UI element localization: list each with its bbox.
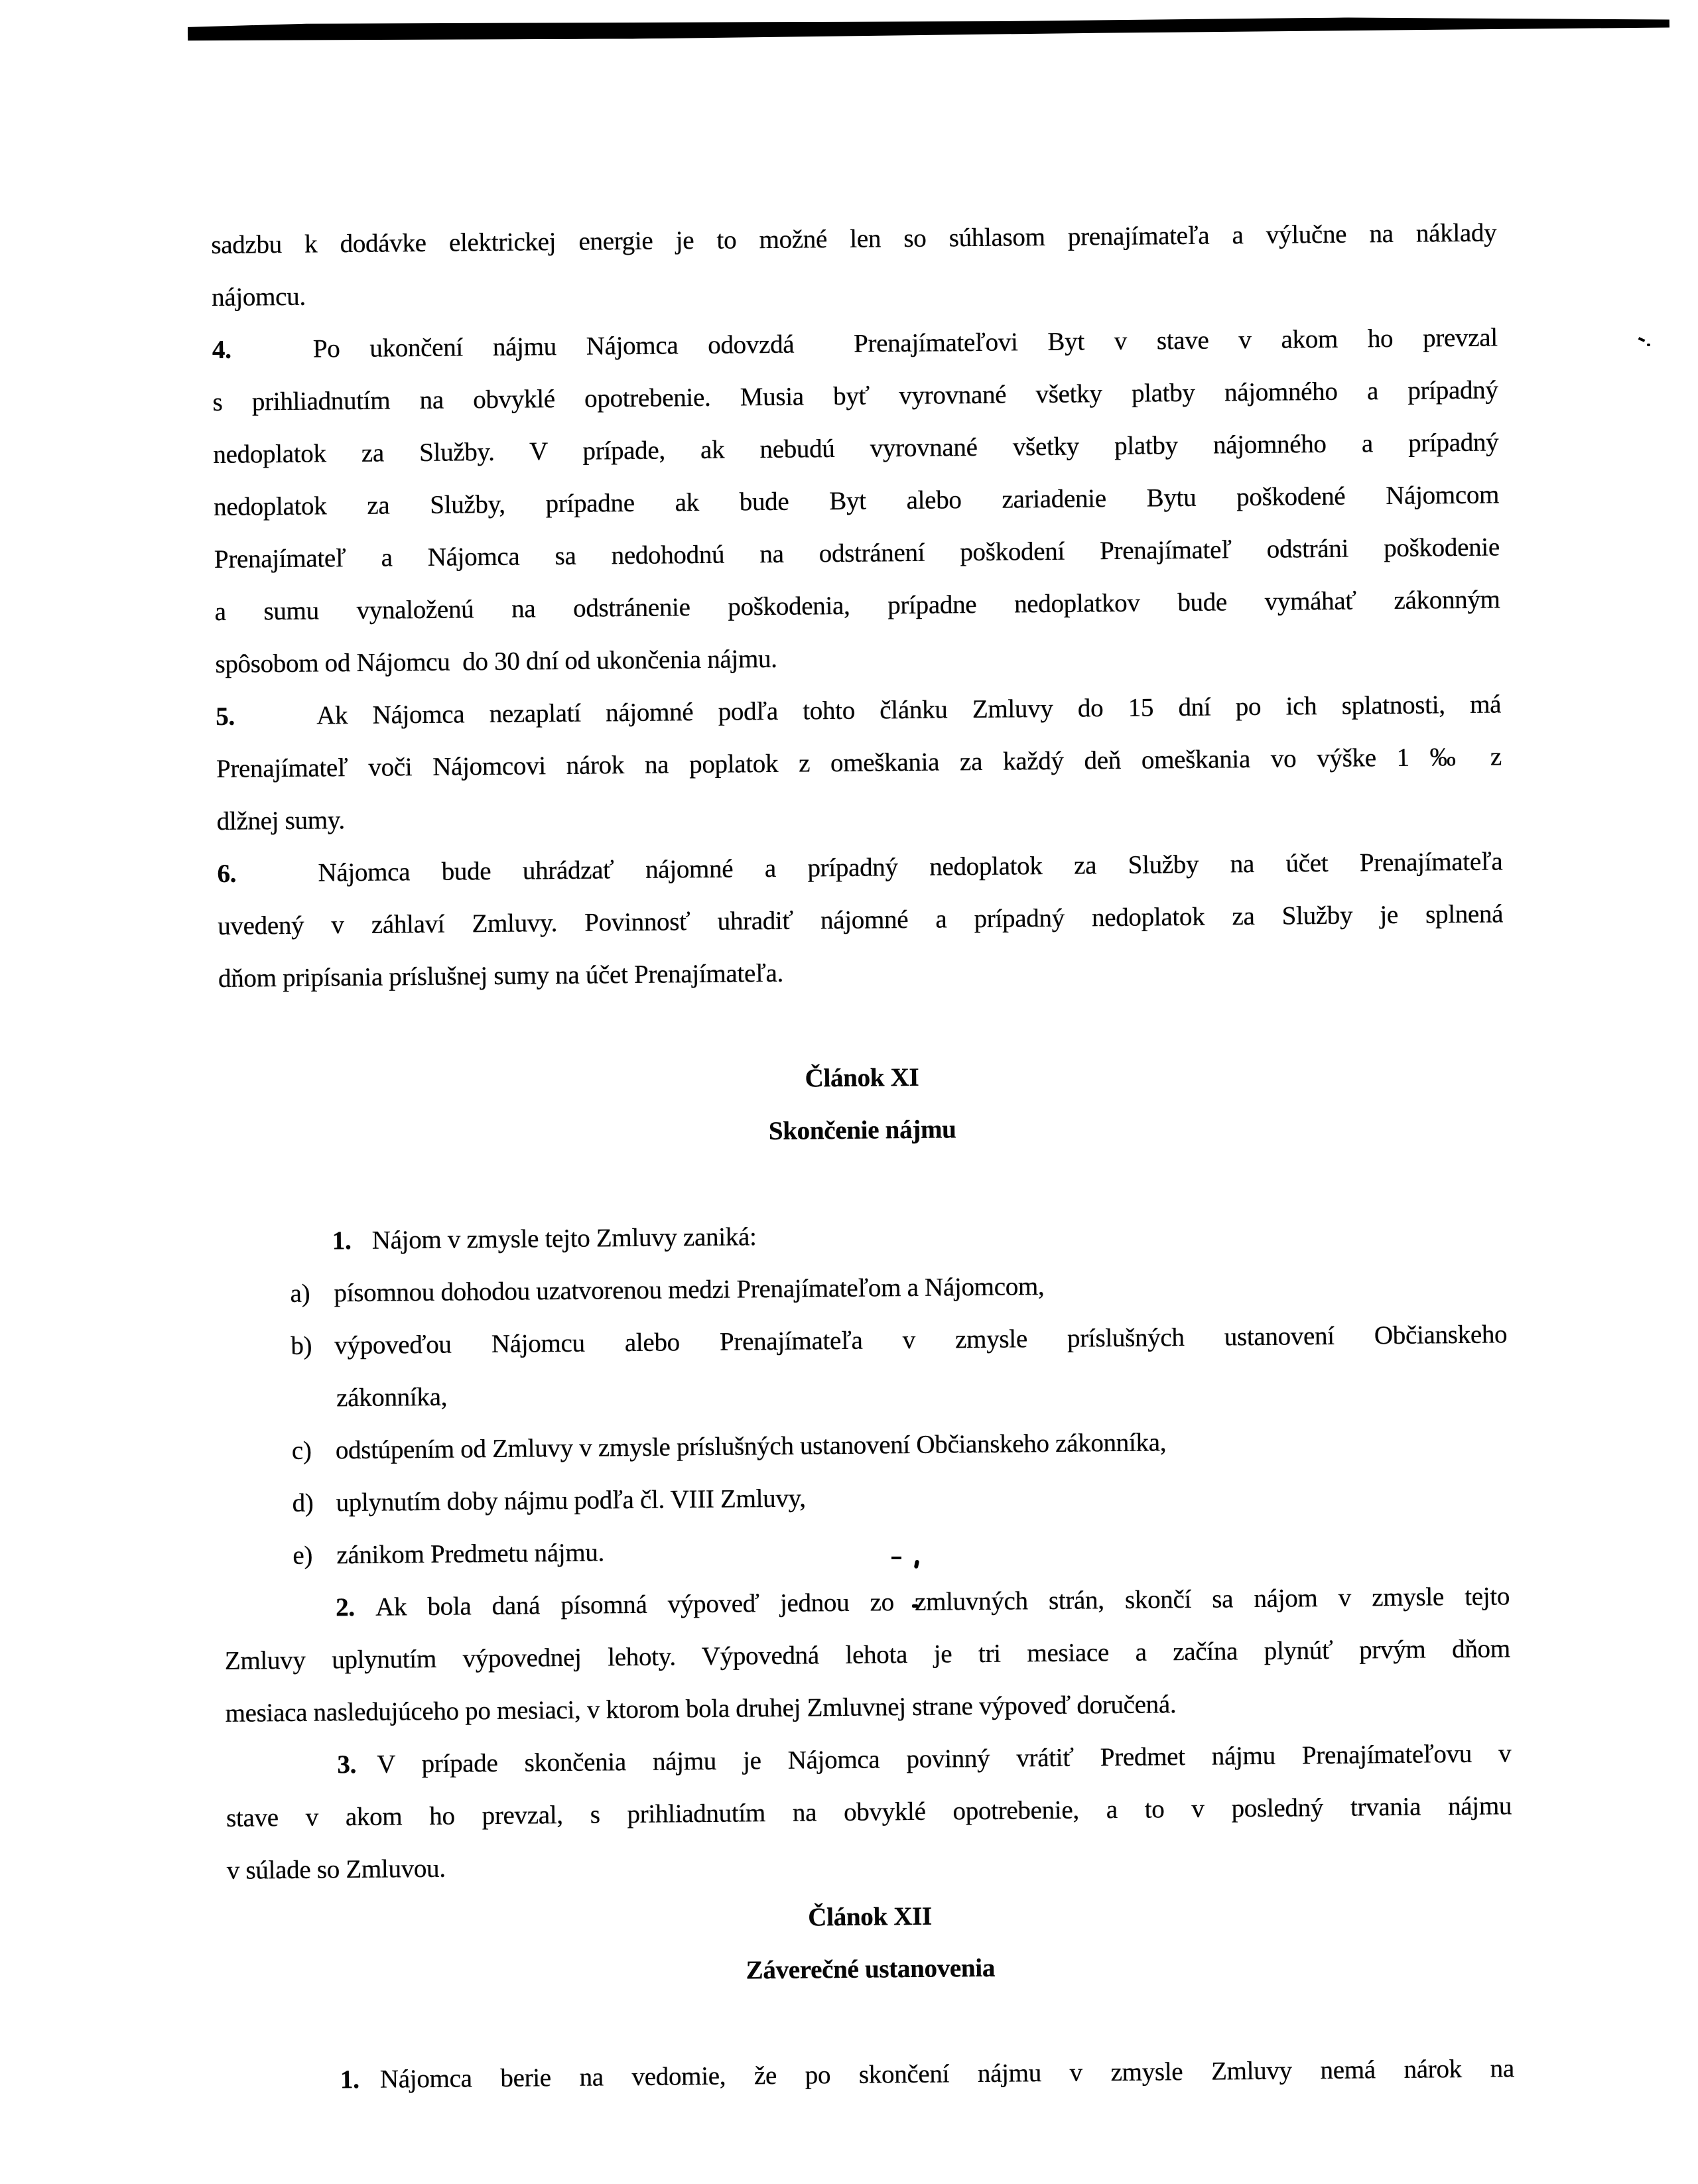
scan-artifact-top-bar xyxy=(188,16,1669,41)
line-text: s prihliadnutím na obvyklé opotrebenie. Musia byť vyrovnané všetky platby nájomného a prípadný xyxy=(212,375,1498,417)
list-marker: 1. xyxy=(332,1226,352,1255)
line-text: Ak Nájomca nezaplatí nájomné podľa tohto článku Zmluvy do 15 dní po ich splatnosti, má xyxy=(316,690,1502,730)
list-marker: 2. xyxy=(335,1593,355,1622)
line-text: Skončenie nájmu xyxy=(768,1115,956,1145)
line-text: odstúpením od Zmluvy v zmysle príslušných ustanovení Občianskeho zákonníka, xyxy=(335,1428,1167,1465)
line-text: Prenajímateľ a Nájomca sa nedohodnú na odstránení poškodení Prenajímateľ odstráni poškodenie xyxy=(214,533,1500,574)
list-marker: c) xyxy=(291,1436,312,1465)
line-text: a sumu vynaloženú na odstránenie poškodenia, prípadne nedoplatkov bude vymáhať zákonným xyxy=(214,585,1500,626)
line-text: uplynutím doby nájmu podľa čl. VIII Zmluvy, xyxy=(336,1484,806,1517)
list-marker: e) xyxy=(293,1541,313,1570)
line-text: stave v akom ho prevzal, s prihliadnutím na obvyklé opotrebenie, a to v posledný trvania nájmu xyxy=(226,1791,1512,1832)
line-text: Zmluvy uplynutím výpovednej lehoty. Výpovedná lehota je tri mesiace a začína plynúť prvým dňom xyxy=(224,1634,1510,1675)
line-text: uvedený v záhlaví Zmluvy. Povinnosť uhradiť nájomné a prípadný nedoplatok za Služby je splnená xyxy=(218,899,1504,940)
line-text: Nájomca berie na vedomie, že po skončení nájmu v zmysle Zmluvy nemá nárok na xyxy=(379,2054,1515,2094)
line-text: nedoplatok za Služby, prípadne ak bude Byt alebo zariadenie Bytu poškodené Nájomcom xyxy=(213,480,1500,521)
line-text: Nájomca bude uhrádzať nájomné a prípadný nedoplatok za Služby na účet Prenajímateľa xyxy=(318,847,1503,887)
list-marker: 3. xyxy=(337,1750,357,1779)
line-text: zákonníka, xyxy=(336,1382,448,1413)
line-text: v súlade so Zmluvou. xyxy=(226,1854,446,1885)
list-marker: 5. xyxy=(215,702,235,731)
line-text: Po ukončení nájmu Nájomca odovzdá Prenajímateľovi Byt v stave v akom ho prevzal xyxy=(312,323,1498,363)
line-text: Prenajímateľ voči Nájomcovi nárok na poplatok z omeškania za každý deň omeškania vo výške 1 ‰ z xyxy=(216,742,1502,783)
line-text: zánikom Predmetu nájmu. xyxy=(336,1538,605,1570)
line-text: spôsobom od Nájomcu do 30 dní od ukončenia nájmu. xyxy=(215,644,777,678)
line-text: nájomcu. xyxy=(211,282,306,312)
line-text: výpoveďou Nájomcu alebo Prenajímateľa v zmysle príslušných ustanovení Občianskeho xyxy=(334,1320,1508,1360)
line-text: nedoplatok za Služby. V prípade, ak nebudú vyrovnané všetky platby nájomného a prípadný xyxy=(213,428,1499,469)
line-text: Ak bola daná písomná výpoveď jednou zo zmluvných strán, skončí sa nájom v zmysle tejto xyxy=(375,1582,1510,1622)
line-text: Článok XII xyxy=(808,1901,933,1932)
line-text: písomnou dohodou uzatvorenou medzi Prenajímateľom a Nájomcom, xyxy=(334,1272,1045,1308)
line-text: Záverečné ustanovenia xyxy=(746,1953,996,1985)
list-marker: d) xyxy=(292,1488,314,1517)
scan-artifact-speck xyxy=(1638,337,1646,342)
scan-artifact-speck xyxy=(1647,344,1650,346)
line-text: V prípade skončenia nájmu je Nájomca povinný vrátiť Predmet nájmu Prenajímateľovu v xyxy=(377,1739,1512,1779)
list-marker: 1. xyxy=(340,2065,359,2094)
line-text: Nájom v zmysle tejto Zmluvy zaniká: xyxy=(371,1222,757,1255)
list-marker: b) xyxy=(291,1331,312,1360)
line-text: dlžnej sumy. xyxy=(216,806,346,836)
line-text: Článok XI xyxy=(805,1062,919,1093)
list-marker: 6. xyxy=(217,859,237,888)
line-text: mesiaca nasledujúceho po mesiaci, v ktorom bola druhej Zmluvnej strane výpoveď doručená. xyxy=(225,1690,1177,1728)
document-text xyxy=(211,206,1514,2106)
list-marker: 4. xyxy=(212,335,231,364)
list-marker: a) xyxy=(290,1279,310,1308)
line-text: dňom pripísania príslušnej sumy na účet Prenajímateľa. xyxy=(218,958,784,993)
line-text: sadzbu k dodávke elektrickej energie je to možné len so súhlasom prenajímateľa a výlučne na náklady xyxy=(211,218,1497,259)
document-line xyxy=(229,2042,1515,2107)
